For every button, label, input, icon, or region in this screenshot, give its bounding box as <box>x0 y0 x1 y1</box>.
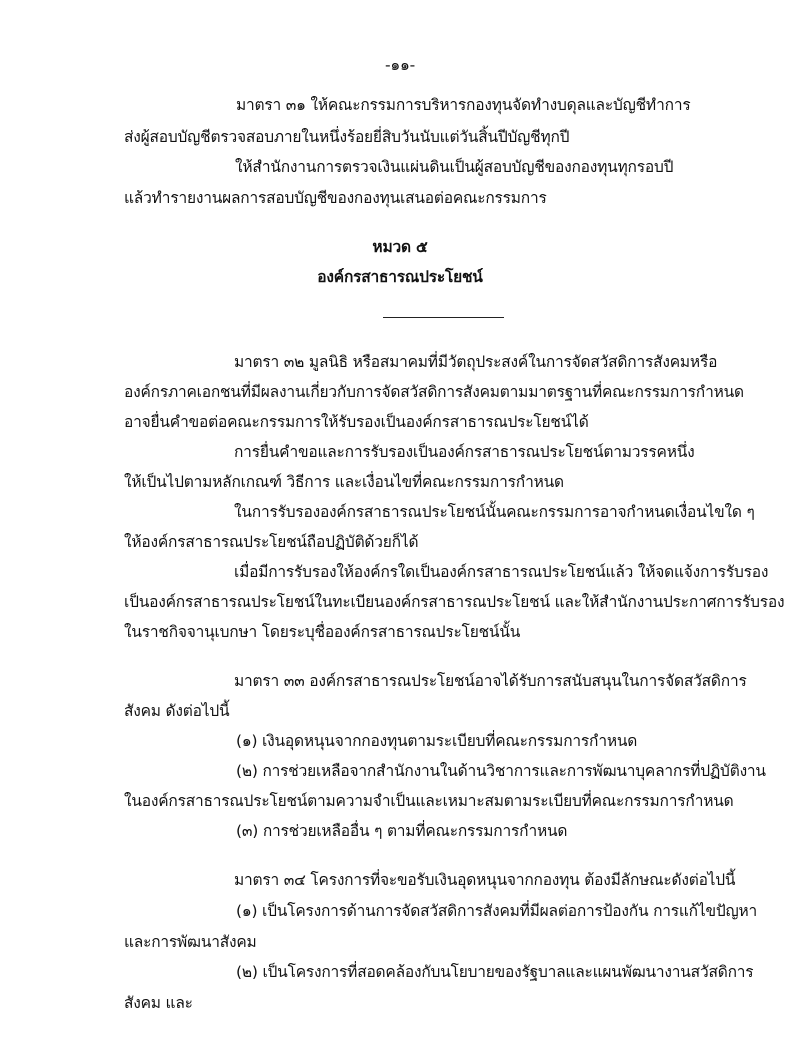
text-line: การยื่นคำขอและการรับรองเป็นองค์กรสาธารณประโยชน์ตามวรรคหนึ่ง <box>234 443 695 461</box>
text-line: องค์กรภาคเอกชนที่มีผลงานเกี่ยวกับการจัดสวัสดิการสังคมตามมาตรฐานที่คณะกรรมการกำหนด <box>124 383 744 401</box>
text-line: เป็นองค์กรสาธารณประโยชน์ในทะเบียนองค์กรสาธารณประโยชน์ และให้สำนักงานประกาศการรับรอง <box>124 593 785 611</box>
text-line: มาตรา ๓๑ ให้คณะกรรมการบริหารกองทุนจัดทำงบดุลและบัญชีทำการ <box>236 96 691 114</box>
text-line: ให้เป็นไปตามหลักเกณฑ์ วิธีการ และเงื่อนไขที่คณะกรรมการกำหนด <box>124 473 564 491</box>
text-line: ให้สำนักงานการตรวจเงินแผ่นดินเป็นผู้สอบบัญชีของกองทุนทุกรอบปี <box>235 158 674 176</box>
text-line: และการพัฒนาสังคม <box>124 933 257 951</box>
list-item: (๓) การช่วยเหลืออื่น ๆ ตามที่คณะกรรมการกำหนด <box>236 822 568 840</box>
chapter-title: องค์กรสาธารณประโยชน์ <box>317 268 483 286</box>
text-line: สังคม และ <box>124 994 193 1012</box>
page-number: -๑๑- <box>384 56 416 74</box>
text-line: สังคม ดังต่อไปนี้ <box>124 702 230 720</box>
text-line: อาจยื่นคำขอต่อคณะกรรมการให้รับรองเป็นองค์กรสาธารณประโยชน์ได้ <box>124 413 589 431</box>
text-line: ในการรับรององค์กรสาธารณประโยชน์นั้นคณะกรรมการอาจกำหนดเงื่อนไขใด ๆ <box>234 503 755 521</box>
text-line: ให้องค์กรสาธารณประโยชน์ถือปฏิบัติด้วยก็ได้ <box>124 533 419 551</box>
text-line: ในราชกิจจานุเบกษา โดยระบุชื่อองค์กรสาธารณประโยชน์นั้น <box>124 623 521 641</box>
text-line: มาตรา ๓๓ องค์กรสาธารณประโยชน์อาจได้รับการสนับสนุนในการจัดสวัสดิการ <box>234 672 747 690</box>
text-line: ในองค์กรสาธารณประโยชน์ตามความจำเป็นและเหมาะสมตามระเบียบที่คณะกรรมการกำหนด <box>124 792 734 810</box>
list-item: (๑) เป็นโครงการด้านการจัดสวัสดิการสังคมที่มีผลต่อการป้องกัน การแก้ไขปัญหา <box>236 902 758 920</box>
chapter-number: หมวด ๕ <box>372 238 428 256</box>
text-line: มาตรา ๓๒ มูลนิธิ หรือสมาคมที่มีวัตถุประสงค์ในการจัดสวัสดิการสังคมหรือ <box>234 353 718 371</box>
text-line: เมื่อมีการรับรองให้องค์กรใดเป็นองค์กรสาธารณประโยชน์แล้ว ให้จดแจ้งการรับรอง <box>234 563 769 581</box>
list-item: (๒) เป็นโครงการที่สอดคล้องกับนโยบายของรัฐบาลและแผนพัฒนางานสวัสดิการ <box>236 963 754 981</box>
text-line: มาตรา ๓๔ โครงการที่จะขอรับเงินอุดหนุนจากกองทุน ต้องมีลักษณะดังต่อไปนี้ <box>234 871 736 889</box>
text-line: ส่งผู้สอบบัญชีตรวจสอบภายในหนึ่งร้อยยี่สิบวันนับแต่วันสิ้นปีบัญชีทุกปี <box>124 128 570 146</box>
list-item: (๒) การช่วยเหลือจากสำนักงานในด้านวิชาการและการพัฒนาบุคลากรที่ปฏิบัติงาน <box>236 762 766 780</box>
divider <box>383 317 504 318</box>
text-line: แล้วทำรายงานผลการสอบบัญชีของกองทุนเสนอต่อคณะกรรมการ <box>124 189 547 207</box>
list-item: (๑) เงินอุดหนุนจากกองทุนตามระเบียบที่คณะกรรมการกำหนด <box>236 732 638 750</box>
